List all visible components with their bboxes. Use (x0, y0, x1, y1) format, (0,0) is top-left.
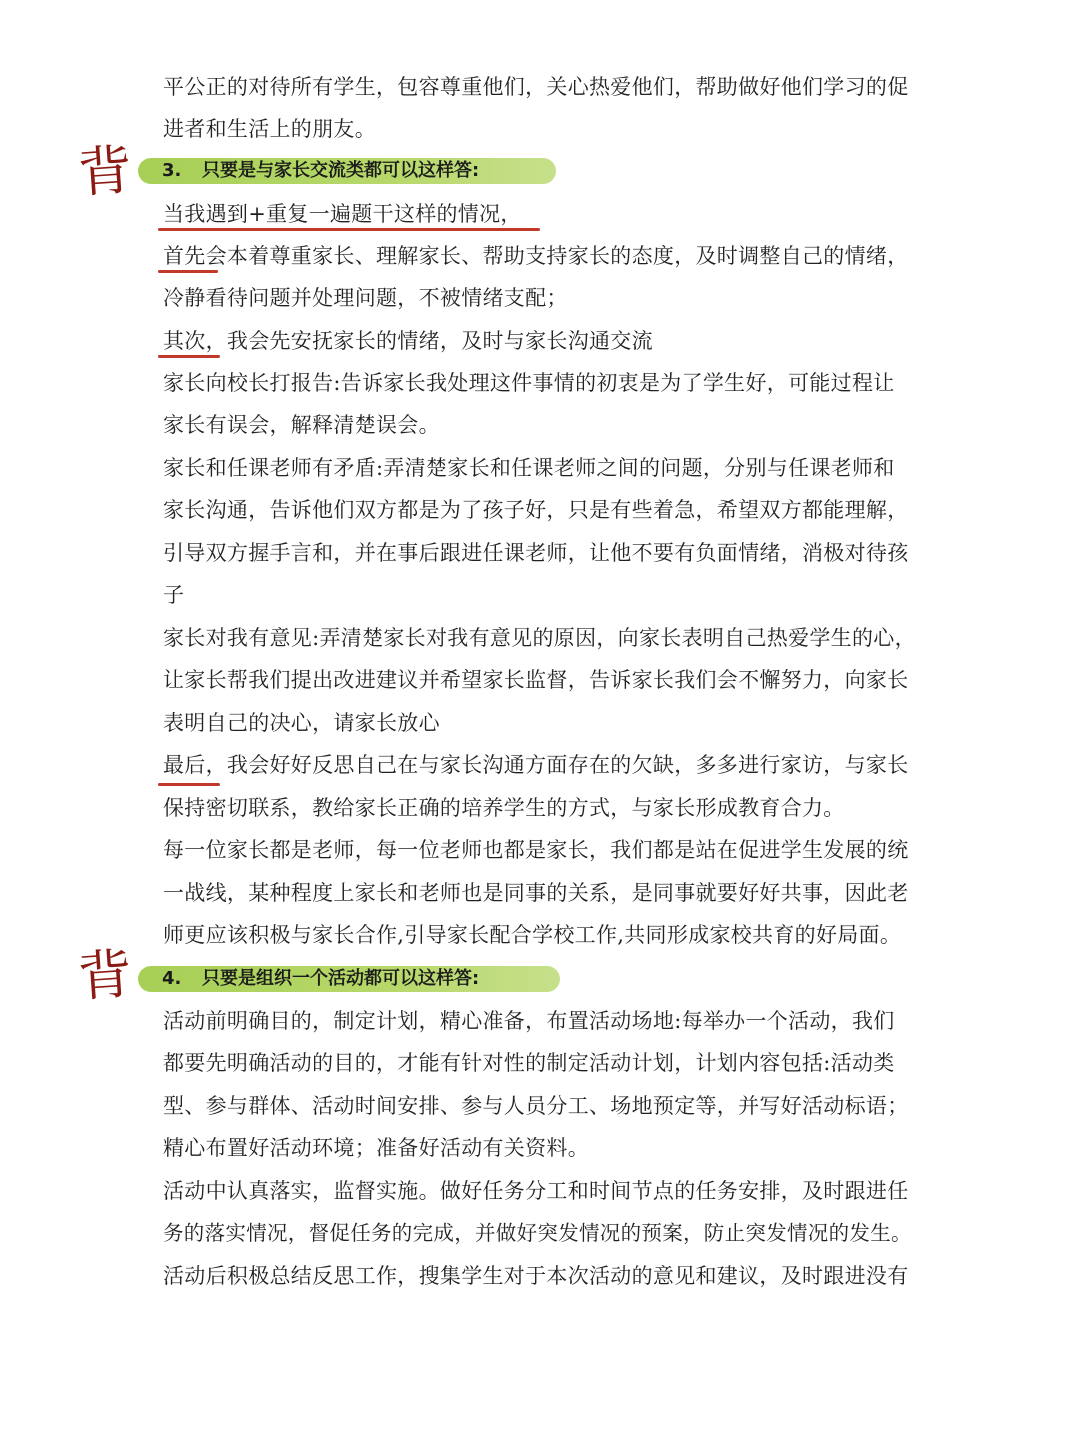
text-line: 保持密切联系，教给家长正确的培养学生的方式，与家长形成教育合力。 (163, 796, 845, 820)
text-line: 家长和任课老师有矛盾:弄清楚家长和任课老师之间的问题，分别与任课老师和 (163, 456, 895, 480)
text-line: 家长向校长打报告:告诉家长我处理这件事情的初衷是为了学生好，可能过程让 (163, 371, 895, 395)
text-line: 其次，我会先安抚家长的情绪，及时与家长沟通交流 (163, 329, 653, 353)
text-line: 子 (163, 583, 185, 607)
text-line: 活动后积极总结反思工作，搜集学生对于本次活动的意见和建议，及时跟进没有 (163, 1264, 909, 1288)
heading-number: 4. (162, 968, 182, 989)
stamp-bei-2: 背 (75, 942, 135, 1009)
text-line: 表明自己的决心，请家长放心 (163, 711, 440, 735)
red-underline (158, 783, 220, 786)
red-underline (158, 270, 218, 273)
text-line: 师更应该积极与家长合作,引导家长配合学校工作,共同形成家校共育的好局面。 (163, 923, 902, 947)
text-line: 务的落实情况，督促任务的完成，并做好突发情况的预案，防止突发情况的发生。 (163, 1221, 912, 1245)
text-line: 家长有误会，解释清楚误会。 (163, 413, 440, 437)
section-heading-4 (138, 966, 560, 992)
text-line: 最后，我会好好反思自己在与家长沟通方面存在的欠缺，多多进行家访，与家长 (163, 753, 909, 777)
text-line: 首先会本着尊重家长、理解家长、帮助支持家长的态度，及时调整自己的情绪， (163, 244, 909, 268)
red-underline (158, 228, 540, 231)
text-line: 活动中认真落实，监督实施。做好任务分工和时间节点的任务安排，及时跟进任 (163, 1179, 909, 1203)
section-heading-3 (138, 158, 556, 184)
text-line: 当我遇到+重复一遍题干这样的情况， (163, 202, 522, 226)
text-line: 家长对我有意见:弄清楚家长对我有意见的原因，向家长表明自己热爱学生的心， (163, 626, 916, 650)
text-line: 家长沟通，告诉他们双方都是为了孩子好，只是有些着急，希望双方都能理解， (163, 498, 909, 522)
heading-number: 3. (162, 160, 182, 181)
text-line: 都要先明确活动的目的，才能有针对性的制定活动计划，计划内容包括:活动类 (163, 1051, 895, 1075)
text-line: 精心布置好活动环境；准备好活动有关资料。 (163, 1136, 589, 1160)
text-line: 冷静看待问题并处理问题，不被情绪支配； (163, 286, 568, 310)
text-line: 平公正的对待所有学生，包容尊重他们，关心热爱他们，帮助做好他们学习的促 (163, 75, 909, 99)
text-line: 型、参与群体、活动时间安排、参与人员分工、场地预定等，并写好活动标语； (163, 1094, 909, 1118)
heading-text: 只要是组织一个活动都可以这样答: (202, 968, 480, 989)
red-underline (158, 355, 220, 358)
text-line: 一战线，某种程度上家长和老师也是同事的关系，是同事就要好好共事，因此老 (163, 881, 909, 905)
text-line: 让家长帮我们提出改进建议并希望家长监督，告诉家长我们会不懈努力，向家长 (163, 668, 909, 692)
text-line: 每一位家长都是老师，每一位老师也都是家长，我们都是站在促进学生发展的统 (163, 838, 909, 862)
text-line: 引导双方握手言和，并在事后跟进任课老师，让他不要有负面情绪，消极对待孩 (163, 541, 909, 565)
stamp-bei-1: 背 (75, 138, 135, 205)
heading-text: 只要是与家长交流类都可以这样答: (202, 160, 480, 181)
text-line: 进者和生活上的朋友。 (163, 117, 376, 141)
text-line: 活动前明确目的，制定计划，精心准备，布置活动场地:每举办一个活动，我们 (163, 1009, 895, 1033)
